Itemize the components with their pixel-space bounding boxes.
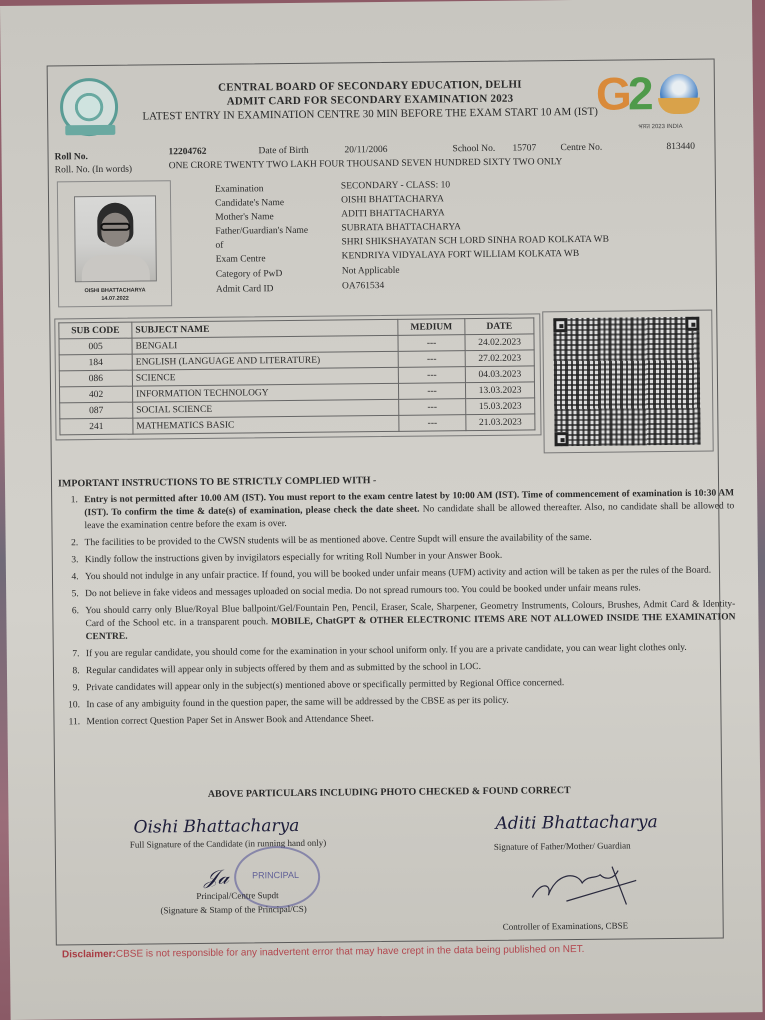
medium: --- [398, 383, 465, 400]
roll-label: Roll No. [54, 152, 88, 163]
exam-date: 15.03.2023 [466, 398, 535, 415]
exam-date: 13.03.2023 [465, 382, 534, 399]
instruction-item [80, 487, 734, 533]
instruction-item: 5. Do not believe in fake videos and messages uploaded on social media. Do not spread rumours too. You could be booked under unfair means rules. [81, 581, 735, 601]
instruction-item: 10. In case of any ambiguity found in the question paper, the same will be addressed by the CBSE as per its policy. [82, 692, 736, 712]
exam-date: 27.02.2023 [465, 350, 534, 367]
col-sub-code: SUB CODE [59, 322, 132, 339]
parent-signature-label: Signature of Father/Mother/ Guardian [493, 840, 631, 852]
instruction-item: 7. If you are regular candidate, you should come for the examination in your school uniform only. If you are a private candidate, you can wear light clothes only. [82, 641, 736, 661]
instruction-item [81, 598, 735, 644]
g20-tagline: भारत 2023 INDIA [638, 123, 683, 131]
instructions-list [58, 487, 736, 733]
detail-value: KENDRIYA VIDYALAYA FORT WILLIAM KOLKATA WB [341, 248, 580, 262]
g20-logo: G 2 भारत 2023 INDIA [596, 68, 707, 129]
detail-label: of [215, 240, 224, 251]
medium: --- [398, 335, 465, 352]
school-value: 15707 [512, 143, 537, 154]
detail-value: SHRI SHIKSHAYATAN SCH LORD SINHA ROAD KOLKATA WB [341, 234, 609, 248]
disclaimer-text: CBSE is not responsible for any inadvertent error that may have crept in the data being published on NET. [115, 943, 585, 960]
candidate-signature-label: Full Signature of the Candidate (in running hand only) [129, 837, 327, 850]
instruction-item: 4. You should not indulge in any unfair practice. If found, you will be booked under unfair means (UFM) activity and action will be taken as per the rules of the Board. [81, 564, 735, 584]
instruction-bold: Entry is not permitted after 10.00 AM (IST). You must report to the exam centre latest by 10:00 AM (IST). Time of commencement of examination is 10:30 AM (IST). To confirm the time & date(s) of examination, please check the date sheet. [84, 488, 735, 519]
candidate-signature: Oishi Bhattacharya [133, 815, 300, 838]
subject-name: BENGALI [132, 335, 398, 354]
centre-value: 813440 [666, 141, 696, 153]
principal-label: Principal/Centre Supdt [196, 890, 279, 901]
detail-label: Category of PwD [215, 269, 283, 280]
col-subject-name: SUBJECT NAME [132, 319, 398, 338]
subject-name: INFORMATION TECHNOLOGY [132, 383, 398, 402]
checked-statement: ABOVE PARTICULARS INCLUDING PHOTO CHECKED & FOUND CORRECT [207, 785, 571, 800]
disclaimer [62, 944, 585, 960]
exam-date: 04.03.2023 [465, 366, 534, 383]
disclaimer-label: Disclaimer: [61, 948, 116, 961]
detail-value: SECONDARY - CLASS: 10 [340, 180, 451, 192]
principal-signature-mark: 𝒥𝒶 [204, 864, 230, 889]
detail-label: Mother's Name [215, 212, 274, 223]
controller-signature [526, 860, 647, 911]
medium: --- [399, 415, 466, 432]
board-name: CENTRAL BOARD OF SECONDARY EDUCATION, DELHI [217, 78, 522, 94]
detail-label: Admit Card ID [215, 284, 274, 295]
sub-code: 184 [59, 354, 132, 371]
stamp-text: PRINCIPAL [252, 869, 300, 881]
centre-label: Centre No. [560, 142, 603, 154]
school-label: School No. [452, 143, 496, 155]
col-medium: MEDIUM [398, 319, 465, 336]
instruction-item: 11. Mention correct Question Paper Set in Answer Book and Attendance Sheet. [82, 709, 736, 729]
qr-finder-icon [554, 432, 568, 446]
principal-sub-label: (Signature & Stamp of the Principal/CS) [160, 903, 307, 916]
detail-value: Not Applicable [341, 265, 400, 277]
medium: --- [399, 399, 466, 416]
subject-name: SCIENCE [132, 367, 398, 386]
col-date: DATE [465, 318, 534, 335]
instruction-item: 2. The facilities to be provided to the CWSN students will be as mentioned above. Centre Supdt will ensure the availability of the same. [81, 530, 735, 550]
dob-value: 20/11/2006 [344, 144, 388, 156]
card-title: ADMIT CARD FOR SECONDARY EXAMINATION 2023 [226, 92, 514, 108]
medium: --- [398, 351, 465, 368]
exam-date: 24.02.2023 [465, 334, 534, 351]
card-header [120, 77, 620, 124]
subject-name: SOCIAL SCIENCE [133, 399, 399, 418]
sub-code: 005 [59, 338, 132, 355]
entry-note: LATEST ENTRY IN EXAMINATION CENTRE 30 MIN BEFORE THE EXAM START 10 AM (IST) [142, 105, 598, 123]
subject-name: ENGLISH (LANGUAGE AND LITERATURE) [132, 351, 398, 370]
photo-box [57, 180, 172, 307]
dob-label: Date of Birth [258, 145, 309, 157]
roll-words-label: Roll. No. (In words) [54, 164, 133, 176]
detail-value: OISHI BHATTACHARYA [341, 194, 445, 206]
sub-code: 086 [59, 370, 132, 387]
subjects-table [58, 317, 535, 435]
parent-signature: Aditi Bhattacharya [495, 812, 658, 834]
sub-code: 241 [60, 418, 133, 435]
detail-label: Examination [214, 184, 264, 195]
instruction-text: No candidate shall be allowed thereafter. Also, no candidate shall be allowed to leave the examination centre before the exam is over. [84, 501, 735, 532]
photo-caption-date: 14.07.2022 [101, 295, 129, 302]
instruction-bold: MOBILE, ChatGPT & OTHER ELECTRONIC ITEMS ARE NOT ALLOWED INSIDE THE EXAMINATION CENTRE. [85, 612, 736, 643]
instruction-text: You should carry only Blue/Royal Blue ballpoint/Gel/Fountain Pen, Pencil, Eraser, Scale, Sharpener, Geometry Instruments, Colours, Brushes, Admit Card & Identity-Card of the School etc. in a transparent pouch. [85, 599, 736, 630]
sub-code: 087 [60, 402, 133, 419]
roll-value: 12204762 [168, 146, 207, 158]
qr-code[interactable] [553, 317, 700, 447]
admit-card [47, 59, 736, 946]
sub-code: 402 [59, 386, 132, 403]
roll-words-value: ONE CRORE TWENTY TWO LAKH FOUR THOUSAND SEVEN HUNDRED SIXTY TWO ONLY [168, 157, 563, 172]
instructions-title: IMPORTANT INSTRUCTIONS TO BE STRICTLY COMPLIED WITH - [57, 475, 377, 490]
photo-caption [59, 286, 171, 303]
candidate-photo [74, 195, 157, 282]
controller-label: Controller of Examinations, CBSE [502, 920, 629, 932]
subject-name: MATHEMATICS BASIC [133, 415, 399, 434]
exam-date: 21.03.2023 [466, 414, 535, 431]
detail-value: OA761534 [341, 280, 385, 292]
detail-label: Father/Guardian's Name [215, 225, 309, 237]
detail-label: Exam Centre [215, 254, 266, 265]
medium: --- [398, 367, 465, 384]
instruction-item: 3. Kindly follow the instructions given by invigilators especially for writing Roll Number in your Answer Book. [81, 547, 735, 567]
detail-label: Candidate's Name [215, 198, 285, 209]
detail-value: SUBRATA BHATTACHARYA [341, 222, 462, 234]
instruction-item: 8. Regular candidates will appear only in subjects offered by them and as submitted by the school in LOC. [82, 658, 736, 678]
lotus-icon [658, 98, 700, 114]
cbse-logo [60, 78, 119, 137]
photo-caption-name: OISHI BHATTACHARYA [84, 287, 146, 295]
qr-frame [542, 310, 713, 454]
detail-value: ADITI BHATTACHARYA [341, 208, 445, 220]
qr-finder-icon [553, 318, 567, 332]
instruction-item: 9. Private candidates will appear only in the subject(s) mentioned above or specifically permitted by Regional Office concerned. [82, 675, 736, 695]
qr-finder-icon [685, 317, 699, 331]
